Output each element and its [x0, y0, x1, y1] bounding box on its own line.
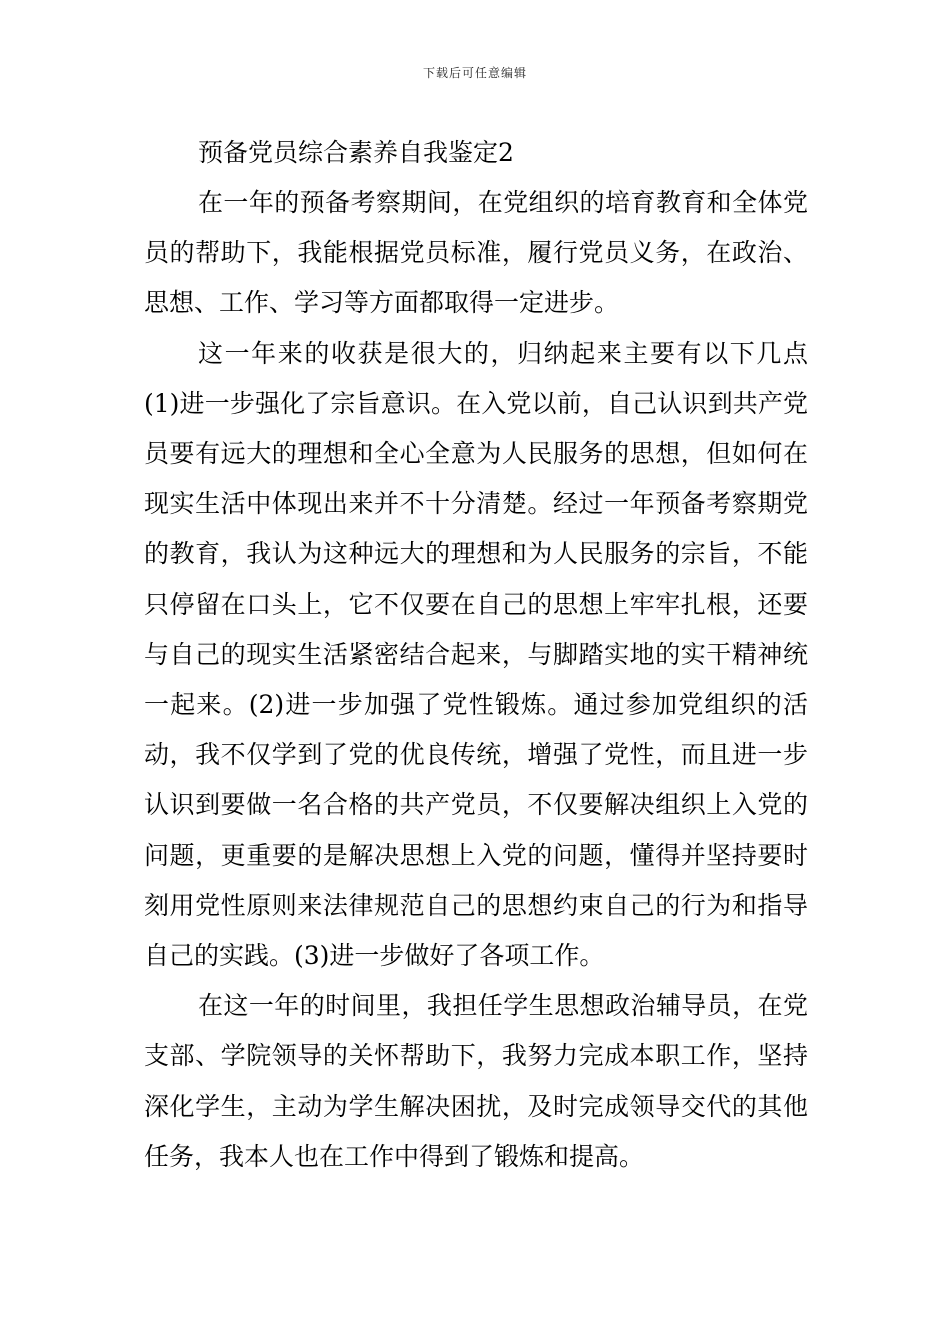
paragraph-2: 这一年来的收获是很大的，归纳起来主要有以下几点(1)进一步强化了宗旨意识。在入党以前，自己认识到共产党员要有远大的理想和全心全意为人民服务的思想，但如何在现实生活中体现出来并不十分清楚。经过一年预备考察期党的教育，我认为这种远大的理想和为人民服务的宗旨，不能只停留在口头上，它不仅要在自己的思想上牢牢扎根，还要与自己的现实生活紧密结合起来，与脚踏实地的实干精神统一起来。(2)进一步加强了党性锻炼。通过参加党组织的活动，我不仅学到了党的优良传统，增强了党性，而且进一步认识到要做一名合格的共产党员，不仅要解决组织上入党的问题，更重要的是解决思想上入党的问题，懂得并坚持要时刻用党性原则来法律规范自己的思想约束自己的行为和指导自己的实践。(3)进一步做好了各项工作。 — [144, 338, 808, 971]
paragraph-1: 在一年的预备考察期间，在党组织的培育教育和全体党员的帮助下，我能根据党员标准，履行党员义务，在政治、思想、工作、学习等方面都取得一定进步。 — [144, 188, 808, 318]
paragraph-3: 在这一年的时间里，我担任学生思想政治辅导员，在党支部、学院领导的关怀帮助下，我努力完成本职工作，坚持深化学生，主动为学生解决困扰，及时完成领导交代的其他任务，我本人也在工作中得到了锻炼和提高。 — [144, 991, 808, 1171]
header-note: 下载后可任意编辑 — [422, 66, 527, 80]
document-body — [144, 128, 808, 1182]
document-title: 预备党员综合素养自我鉴定2 — [198, 138, 514, 167]
